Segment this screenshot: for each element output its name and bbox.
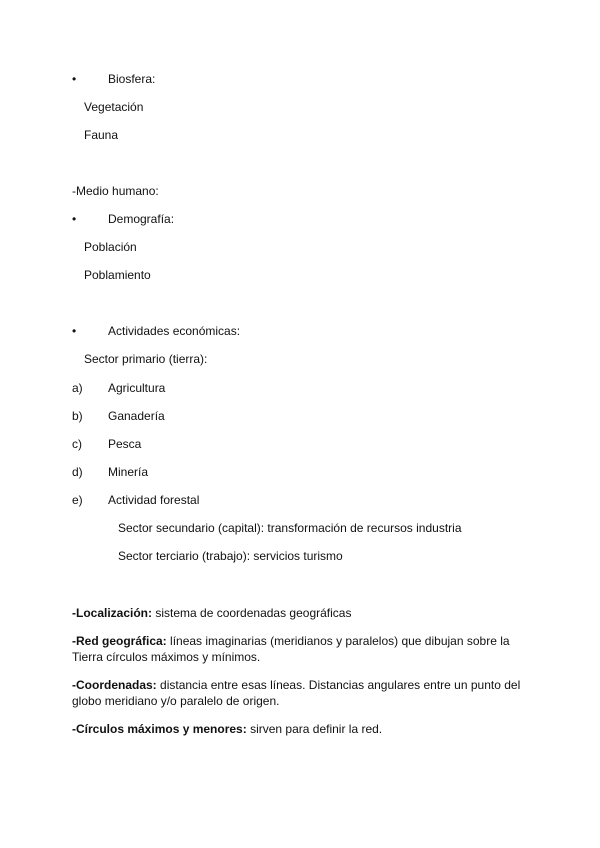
sector-primario: Sector primario (tierra):	[84, 352, 208, 366]
bullet-actividades: •	[72, 324, 77, 338]
item-poblacion: Población	[84, 240, 137, 254]
definition-term: -Coordenadas:	[72, 678, 157, 692]
item-poblamiento: Poblamiento	[84, 268, 151, 282]
list-marker-a: a)	[72, 381, 83, 395]
definition-text: distancia entre esas líneas. Distancias angulares entre un punto del globo meridiano y/o paralelo de origen.	[72, 678, 521, 708]
item-vegetacion: Vegetación	[84, 100, 144, 114]
definition-coordenadas	[72, 677, 542, 709]
definition-term: -Círculos máximos y menores:	[72, 722, 247, 736]
heading-biosfera: Biosfera:	[108, 72, 156, 86]
list-marker-d: d)	[72, 465, 83, 479]
heading-demografia: Demografía:	[108, 212, 175, 226]
definition-text: líneas imaginarias (meridianos y paralelos) que dibujan sobre la Tierra círculos máximos y mínimos.	[72, 634, 510, 664]
definition-term: -Localización:	[72, 606, 153, 620]
bullet-demografia: •	[72, 212, 77, 226]
list-item-pesca: Pesca	[108, 437, 142, 451]
definition-text: sistema de coordenadas geográficas	[152, 606, 352, 620]
list-item-mineria: Minería	[108, 465, 149, 479]
list-marker-c: c)	[72, 437, 82, 451]
definition-text: sirven para definir la red.	[246, 722, 383, 736]
heading-medio-humano: -Medio humano:	[72, 184, 159, 198]
list-item-agricultura: Agricultura	[108, 381, 166, 395]
item-fauna: Fauna	[84, 128, 119, 142]
list-item-ganaderia: Ganadería	[108, 409, 165, 423]
definition-circulos	[72, 721, 542, 737]
list-marker-e: e)	[72, 493, 83, 507]
sector-terciario: Sector terciario (trabajo): servicios turismo	[118, 549, 343, 563]
heading-actividades: Actividades económicas:	[108, 324, 241, 338]
sector-secundario: Sector secundario (capital): transformación de recursos industria	[118, 521, 462, 535]
definition-localizacion	[72, 605, 542, 621]
bullet-biosfera: •	[72, 72, 77, 86]
list-item-actividad-forestal: Actividad forestal	[108, 493, 200, 507]
definition-term: -Red geográfica:	[72, 634, 167, 648]
definition-red-geografica	[72, 633, 542, 665]
list-marker-b: b)	[72, 409, 83, 423]
